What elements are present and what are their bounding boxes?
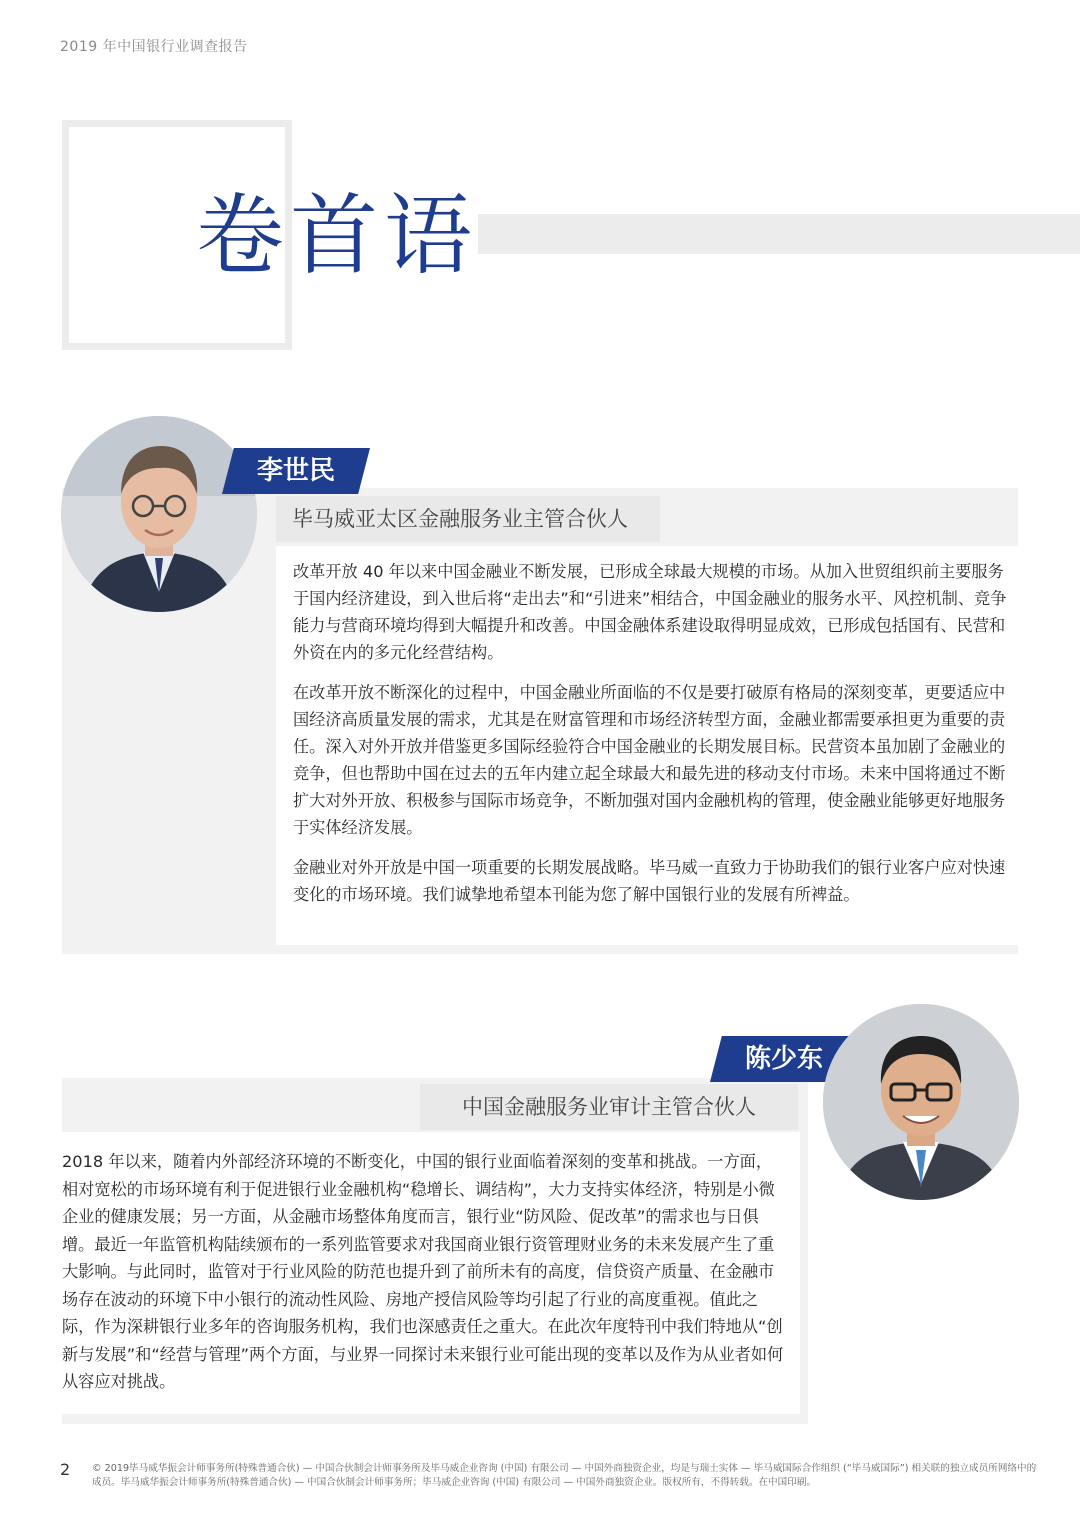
footer-copyright: © 2019毕马威华振会计师事务所(特殊普通合伙) — 中国合伙制会计师事务所及毕马威企业咨询 (中国) 有限公司 — 中国外商独资企业，均是与瑞士实体 — 毕马威国际合作组织 (“毕马威国际”) 相关联的独立成员所网络中的成员。毕马威华振会计师事务所(特殊普通合伙) — 中国合伙制会计师事务所；毕马威企业咨询 (中国) 有限公司 — 中国外商独资企业。版权所有，不得转载。在中国印刷。: [92, 1463, 1037, 1488]
running-header: 2019 年中国银行业调查报告: [60, 39, 248, 55]
page-number: 2: [60, 1460, 71, 1479]
paragraph: 改革开放 40 年以来中国金融业不断发展，已形成全球最大规模的市场。从加入世贸组织前主要服务于国内经济建设，到入世后将“走出去”和“引进来”相结合，中国金融业的服务水平、风控机制、竞争能力与营商环境均得到大幅提升和改善。中国金融体系建设取得明显成效，已形成包括国有、民营和外资在内的多元化经营结构。: [293, 562, 1007, 662]
section-2-role: 中国金融服务业审计主管合伙人: [462, 1095, 756, 1119]
section-1-role: 毕马威亚太区金融服务业主管合伙人: [292, 507, 628, 531]
section-1-body: [293, 558, 1018, 921]
portrait-icon: [61, 416, 257, 612]
section-2-body: [62, 1148, 786, 1396]
section-1-name: 李世民: [256, 456, 335, 486]
section-2-name: 陈少东: [744, 1044, 823, 1074]
paragraph: 在改革开放不断深化的过程中，中国金融业所面临的不仅是要打破原有格局的深刻变革，更要适应中国经济高质量发展的需求，尤其是在财富管理和市场经济转型方面，金融业都需要承担更为重要的责任。深入对外开放并借鉴更多国际经验符合中国金融业的长期发展目标。民营资本虽加剧了金融业的竞争，但也帮助中国在过去的五年内建立起全球最大和最先进的移动支付市场。未来中国将通过不断扩大对外开放、积极参与国际市场竞争，不断加强对国内金融机构的管理，使金融业能够更好地服务于实体经济发展。: [293, 683, 1006, 837]
avatar-li-shimin: [61, 416, 257, 612]
portrait-icon: [823, 1004, 1019, 1200]
paragraph: 2018 年以来，随着内外部经济环境的不断变化，中国的银行业面临着深刻的变革和挑战。一方面，相对宽松的市场环境有利于促进银行业金融机构“稳增长、调结构”，大力支持实体经济，特别是小微企业的健康发展；另一方面，从金融市场整体角度而言，银行业“防风险、促改革”的需求也与日俱增。最近一年监管机构陆续颁布的一系列监管要求对我国商业银行资管理财业务的未来发展产生了重大影响。与此同时，监管对于行业风险的防范也提升到了前所未有的高度，信贷资产质量、在金融市场存在波动的环境下中小银行的流动性风险、房地产授信风险等均引起了行业的高度重视。值此之际，作为深耕银行业多年的咨询服务机构，我们也深感责任之重大。在此次年度特刊中我们特地从“创新与发展”和“经营与管理”两个方面，与业界一同探讨未来银行业可能出现的变革以及作为从业者如何从容应对挑战。: [62, 1152, 784, 1391]
page-title: 卷首语: [196, 184, 479, 287]
paragraph: 金融业对外开放是中国一项重要的长期发展战略。毕马威一直致力于协助我们的银行业客户应对快速变化的市场环境。我们诚挚地希望本刊能为您了解中国银行业的发展有所裨益。: [293, 858, 1006, 904]
avatar-chen-shaodong: [823, 1004, 1019, 1200]
title-bar-decoration: [478, 214, 1080, 254]
